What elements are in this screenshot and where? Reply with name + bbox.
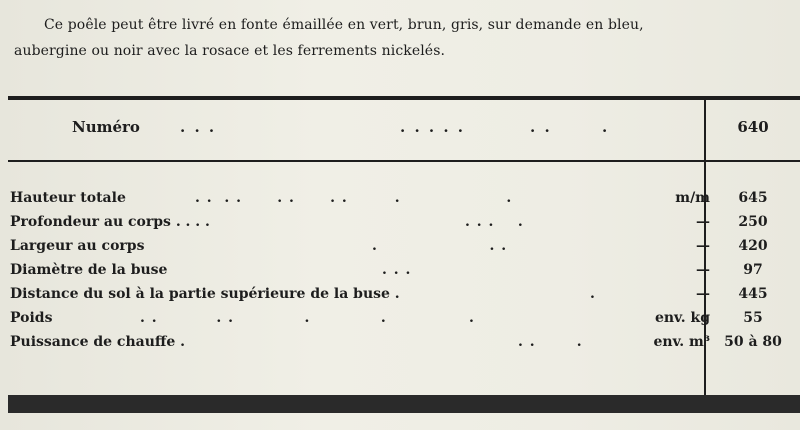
header-leader-dots: . . . . .: [400, 118, 465, 136]
header-label: Numéro: [72, 118, 140, 136]
table-row: [10, 260, 800, 284]
table-row: [10, 188, 800, 212]
row-label: Hauteur totale: [10, 190, 126, 206]
header-leader-dots: . .: [530, 118, 552, 136]
row-unit: m/m: [675, 190, 710, 206]
table-header-rule: [8, 160, 800, 162]
row-value: 55: [743, 310, 763, 326]
table-top-rule: [8, 96, 800, 100]
row-leader-dots: . . . .: [465, 214, 524, 230]
row-label: Largeur au corps: [10, 238, 145, 254]
table-bottom-rule: [8, 395, 800, 413]
row-leader-dots: . . .: [518, 334, 583, 350]
row-label: Diamètre de la buse: [10, 262, 168, 278]
row-unit: —: [696, 262, 710, 278]
intro-line-1: Ce poêle peut être livré en fonte émaillée en vert, brun, gris, sur demande en bleu,: [44, 17, 644, 33]
row-label: Puissance de chauffe .: [10, 334, 186, 350]
header-value: 640: [737, 118, 769, 136]
row-label: Distance du sol à la partie supérieure de la buse .: [10, 286, 400, 302]
table-row: [10, 308, 800, 332]
row-value: 645: [738, 190, 768, 206]
row-value: 250: [738, 214, 768, 230]
row-label: Profondeur au corps . . . .: [10, 214, 210, 230]
intro-paragraph: [14, 12, 794, 64]
table-row: [10, 284, 800, 308]
row-leader-dots: . . .: [382, 262, 412, 278]
row-unit: —: [696, 238, 710, 254]
row-leader-dots: .: [590, 286, 596, 302]
row-value: 420: [738, 238, 768, 254]
intro-line-2: aubergine ou noir avec la rosace et les ferrements nickelés.: [14, 43, 446, 59]
header-leader-dots: . . .: [180, 118, 217, 136]
row-unit: env. kg: [654, 310, 710, 326]
row-value: 50 à 80: [724, 334, 782, 350]
table-row: [10, 332, 800, 356]
row-leader-dots: . . . . . . . . . .: [195, 190, 513, 206]
row-label: Poids: [10, 310, 53, 326]
row-unit: env. m³: [653, 334, 710, 350]
table-row: [10, 236, 800, 260]
table-row: [10, 212, 800, 236]
row-value: 445: [738, 286, 768, 302]
row-unit: —: [696, 214, 710, 230]
row-unit: —: [696, 286, 710, 302]
row-leader-dots: . . . . . . .: [140, 310, 475, 326]
row-value: 97: [743, 262, 763, 278]
header-leader-dots: .: [602, 118, 610, 136]
row-leader-dots: . . .: [372, 238, 508, 254]
